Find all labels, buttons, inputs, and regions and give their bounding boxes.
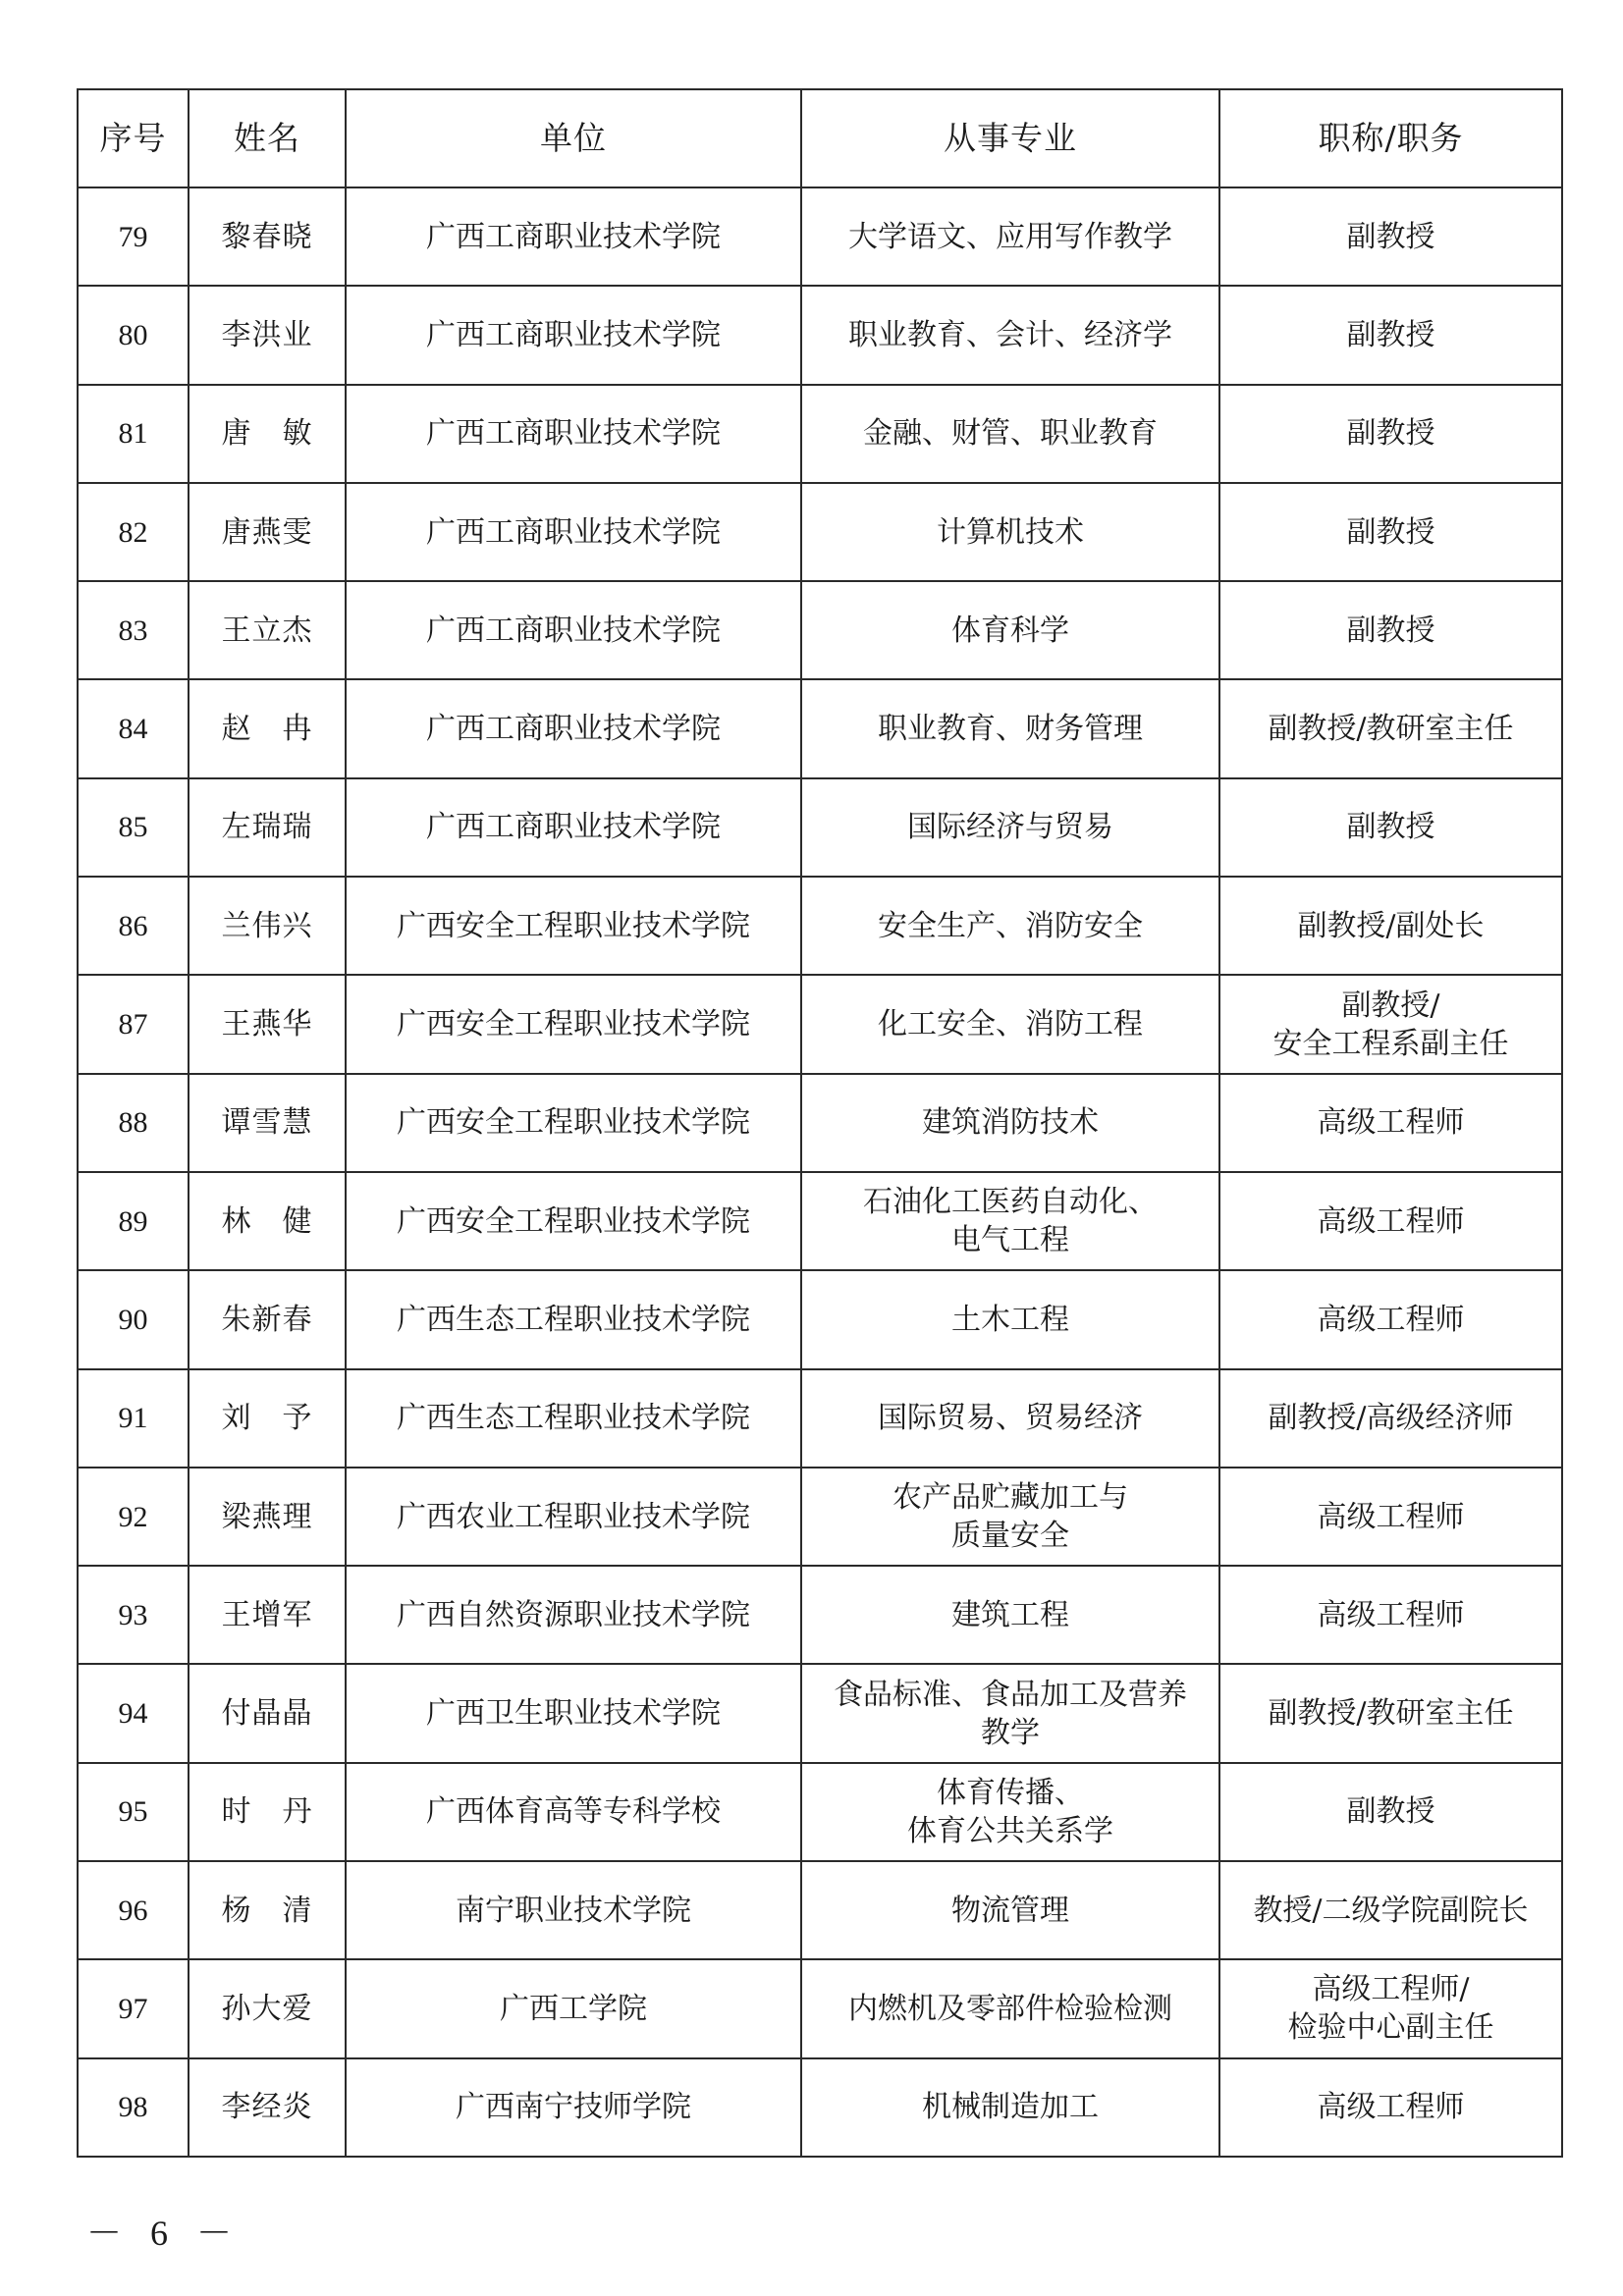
cell-title-text: 副教授/教研室主任 [1268,1696,1514,1732]
cell-name [189,1270,346,1368]
cell-specialty [801,1861,1219,1959]
table-row [78,187,1562,286]
cell-name-text: 李洪业 [221,317,313,352]
cell-unit-text: 广西工商职业技术学院 [426,219,721,254]
cell-no-text: 86 [118,909,148,942]
cell-unit-text: 广西工商职业技术学院 [426,514,721,550]
cell-unit [346,1664,801,1762]
cell-no [78,778,189,877]
cell-no [78,1074,189,1172]
table-row [78,1959,1562,2057]
cell-specialty [801,483,1219,581]
cell-name-text: 谭雪慧 [221,1105,313,1141]
cell-specialty-text: 食品标准、食品加工及营养 教学 [834,1677,1187,1750]
cell-specialty-text: 建筑工程 [951,1597,1069,1632]
cell-no [78,2058,189,2157]
cell-no [78,1959,189,2057]
cell-name [189,1074,346,1172]
cell-unit [346,1763,801,1861]
header-specialty: 从事专业 [801,89,1219,187]
cell-unit [346,581,801,679]
cell-unit-text: 广西卫生职业技术学院 [426,1696,721,1732]
cell-specialty [801,1369,1219,1468]
cell-no-text: 91 [118,1402,148,1435]
cell-name [189,385,346,483]
cell-title [1219,975,1562,1073]
page-number: － 6 － [86,2214,243,2253]
table-row [78,2058,1562,2157]
cell-name-text: 左瑞瑞 [221,810,313,845]
cell-name-text: 王燕华 [221,1007,313,1042]
cell-name [189,877,346,975]
table-row [78,1861,1562,1959]
cell-name [189,1369,346,1468]
cell-title-text: 高级工程师/ 检验中心副主任 [1287,1972,1494,2046]
cell-unit [346,778,801,877]
cell-unit-text: 广西自然资源职业技术学院 [397,1597,750,1632]
cell-name-text: 朱新春 [221,1302,313,1337]
cell-title [1219,1369,1562,1468]
cell-title-text: 副教授/高级经济师 [1268,1401,1514,1436]
cell-name-text: 黎春晓 [221,219,313,254]
cell-title-text: 高级工程师 [1317,1499,1465,1534]
cell-name-text: 唐 敏 [221,416,313,452]
cell-no [78,1270,189,1368]
table-row [78,1074,1562,1172]
cell-unit-text: 广西工学院 [500,1991,647,2026]
cell-title-text: 高级工程师 [1317,1302,1465,1337]
cell-unit-text: 广西体育高等专科学校 [426,1794,721,1830]
cell-no [78,679,189,777]
cell-specialty-text: 建筑消防技术 [922,1105,1099,1141]
table-row [78,1369,1562,1468]
cell-unit-text: 广西安全工程职业技术学院 [397,908,750,943]
cell-no-text: 92 [118,1500,148,1533]
cell-specialty-text: 土木工程 [951,1302,1069,1337]
cell-unit-text: 广西农业工程职业技术学院 [397,1499,750,1534]
cell-name [189,581,346,679]
cell-title [1219,1861,1562,1959]
table-row [78,975,1562,1073]
cell-name [189,975,346,1073]
cell-specialty [801,2058,1219,2157]
cell-title-text: 高级工程师 [1317,1203,1465,1239]
cell-no-text: 87 [118,1008,148,1041]
cell-specialty-text: 计算机技术 [937,514,1084,550]
table-header [78,89,1562,187]
cell-no-text: 82 [118,515,148,549]
cell-title-text: 高级工程师 [1317,2090,1465,2125]
cell-specialty-text: 化工安全、消防工程 [878,1007,1143,1042]
table-row [78,1664,1562,1762]
cell-no [78,975,189,1073]
cell-unit [346,877,801,975]
cell-name-text: 付晶晶 [221,1696,313,1732]
cell-name-text: 时 丹 [221,1794,313,1830]
cell-title [1219,1959,1562,2057]
cell-no-text: 94 [118,1697,148,1731]
cell-specialty [801,1468,1219,1566]
cell-specialty [801,581,1219,679]
cell-title-text: 教授/二级学院副院长 [1253,1893,1529,1928]
table-row [78,385,1562,483]
cell-title-text: 副教授 [1346,219,1435,254]
cell-name-text: 林 健 [221,1203,313,1239]
cell-unit [346,679,801,777]
cell-name-text: 李经炎 [221,2090,313,2125]
cell-no [78,877,189,975]
cell-specialty [801,975,1219,1073]
cell-unit [346,975,801,1073]
cell-no-text: 95 [118,1795,148,1829]
cell-no [78,286,189,384]
cell-specialty [801,286,1219,384]
table-row [78,1566,1562,1664]
cell-title-text: 副教授/副处长 [1297,908,1485,943]
cell-name [189,483,346,581]
cell-unit [346,1172,801,1270]
cell-no [78,1566,189,1664]
cell-title-text: 副教授 [1346,416,1435,452]
cell-title [1219,1763,1562,1861]
cell-unit-text: 广西安全工程职业技术学院 [397,1105,750,1141]
cell-name [189,679,346,777]
cell-specialty [801,1074,1219,1172]
cell-specialty-text: 职业教育、财务管理 [878,712,1143,747]
cell-unit [346,1074,801,1172]
cell-no-text: 93 [118,1598,148,1631]
table-body [78,187,1562,2157]
cell-unit-text: 广西生态工程职业技术学院 [397,1401,750,1436]
cell-name [189,1566,346,1664]
cell-no-text: 85 [118,811,148,844]
cell-unit-text: 广西工商职业技术学院 [426,712,721,747]
table-row [78,483,1562,581]
cell-specialty [801,187,1219,286]
cell-no-text: 80 [118,318,148,351]
cell-unit [346,1468,801,1566]
cell-title-text: 副教授/ 安全工程系副主任 [1272,988,1509,1061]
cell-name-text: 赵 冉 [221,712,313,747]
cell-unit-text: 广西生态工程职业技术学院 [397,1302,750,1337]
header-title: 职称/职务 [1219,89,1562,187]
cell-specialty [801,778,1219,877]
cell-unit [346,1369,801,1468]
table-row [78,1172,1562,1270]
cell-no-text: 84 [118,713,148,746]
table-row [78,1270,1562,1368]
cell-specialty-text: 物流管理 [951,1893,1069,1928]
cell-unit-text: 广西工商职业技术学院 [426,317,721,352]
cell-unit [346,1270,801,1368]
cell-no-text: 81 [118,417,148,451]
header-unit: 单位 [346,89,801,187]
cell-no [78,1664,189,1762]
cell-title [1219,581,1562,679]
cell-specialty [801,1763,1219,1861]
roster-table [77,88,1563,2158]
cell-unit [346,1861,801,1959]
cell-specialty [801,877,1219,975]
cell-name [189,187,346,286]
cell-name-text: 孙大爱 [221,1991,313,2026]
cell-no [78,1861,189,1959]
cell-title-text: 副教授 [1346,317,1435,352]
cell-title-text: 副教授 [1346,810,1435,845]
cell-no [78,385,189,483]
cell-no [78,1369,189,1468]
cell-specialty [801,1270,1219,1368]
cell-no-text: 96 [118,1894,148,1927]
cell-name-text: 杨 清 [221,1893,313,1928]
cell-name-text: 兰伟兴 [221,908,313,943]
cell-title-text: 副教授 [1346,1794,1435,1830]
cell-name-text: 刘 予 [221,1401,313,1436]
cell-title-text: 副教授 [1346,514,1435,550]
cell-title [1219,385,1562,483]
cell-unit-text: 广西安全工程职业技术学院 [397,1007,750,1042]
table-row [78,1468,1562,1566]
cell-no [78,1172,189,1270]
cell-title [1219,877,1562,975]
header-no: 序号 [78,89,189,187]
cell-specialty-text: 职业教育、会计、经济学 [848,317,1172,352]
cell-no [78,1468,189,1566]
cell-name [189,1664,346,1762]
cell-title [1219,1566,1562,1664]
cell-no-text: 90 [118,1303,148,1336]
cell-unit [346,385,801,483]
table-row [78,679,1562,777]
cell-name-text: 王增军 [221,1597,313,1632]
cell-name [189,286,346,384]
cell-unit-text: 广西工商职业技术学院 [426,613,721,648]
cell-specialty-text: 体育科学 [951,613,1069,648]
cell-no [78,483,189,581]
cell-specialty-text: 体育传播、 体育公共关系学 [907,1775,1113,1848]
cell-no-text: 88 [118,1106,148,1140]
cell-title [1219,778,1562,877]
cell-specialty-text: 农产品贮藏加工与 质量安全 [893,1480,1128,1553]
cell-specialty-text: 大学语文、应用写作教学 [848,219,1172,254]
cell-specialty-text: 国际经济与贸易 [907,810,1113,845]
cell-no [78,187,189,286]
cell-name [189,1959,346,2057]
cell-unit-text: 广西工商职业技术学院 [426,416,721,452]
cell-specialty-text: 安全生产、消防安全 [878,908,1143,943]
table-row [78,286,1562,384]
cell-specialty-text: 内燃机及零部件检验检测 [848,1991,1172,2026]
cell-unit [346,483,801,581]
cell-name [189,2058,346,2157]
header-row [78,89,1562,187]
header-name: 姓名 [189,89,346,187]
cell-specialty [801,385,1219,483]
cell-specialty [801,679,1219,777]
cell-specialty-text: 金融、财管、职业教育 [863,416,1158,452]
cell-title [1219,187,1562,286]
cell-specialty [801,1566,1219,1664]
cell-unit-text: 广西工商职业技术学院 [426,810,721,845]
cell-title-text: 高级工程师 [1317,1597,1465,1632]
cell-unit [346,187,801,286]
cell-title-text: 副教授/教研室主任 [1268,712,1514,747]
table-row [78,1763,1562,1861]
table-row [78,778,1562,877]
cell-specialty [801,1664,1219,1762]
table-row [78,581,1562,679]
cell-title [1219,1468,1562,1566]
cell-unit [346,2058,801,2157]
cell-unit-text: 广西南宁技师学院 [456,2090,691,2125]
cell-name [189,1172,346,1270]
cell-no-text: 79 [118,220,148,253]
cell-name [189,1861,346,1959]
cell-unit-text: 广西安全工程职业技术学院 [397,1203,750,1239]
cell-no-text: 97 [118,1992,148,2025]
cell-unit [346,1566,801,1664]
cell-title [1219,286,1562,384]
cell-title [1219,679,1562,777]
cell-title [1219,1270,1562,1368]
cell-title [1219,2058,1562,2157]
cell-title [1219,1074,1562,1172]
cell-specialty [801,1172,1219,1270]
cell-no-text: 83 [118,614,148,647]
cell-no [78,581,189,679]
cell-name [189,1468,346,1566]
cell-specialty-text: 机械制造加工 [922,2090,1099,2125]
cell-title-text: 副教授 [1346,613,1435,648]
cell-name [189,1763,346,1861]
cell-no-text: 89 [118,1204,148,1238]
cell-title-text: 高级工程师 [1317,1105,1465,1141]
cell-title [1219,1664,1562,1762]
cell-specialty-text: 石油化工医药自动化、 电气工程 [863,1185,1158,1258]
cell-name-text: 梁燕理 [221,1499,313,1534]
table-row [78,877,1562,975]
cell-name-text: 王立杰 [221,613,313,648]
cell-title [1219,483,1562,581]
cell-specialty-text: 国际贸易、贸易经济 [878,1401,1143,1436]
cell-no-text: 98 [118,2091,148,2124]
cell-name [189,778,346,877]
cell-unit [346,286,801,384]
cell-title [1219,1172,1562,1270]
cell-specialty [801,1959,1219,2057]
cell-unit-text: 南宁职业技术学院 [456,1893,691,1928]
cell-no [78,1763,189,1861]
cell-name-text: 唐燕雯 [221,514,313,550]
cell-unit [346,1959,801,2057]
